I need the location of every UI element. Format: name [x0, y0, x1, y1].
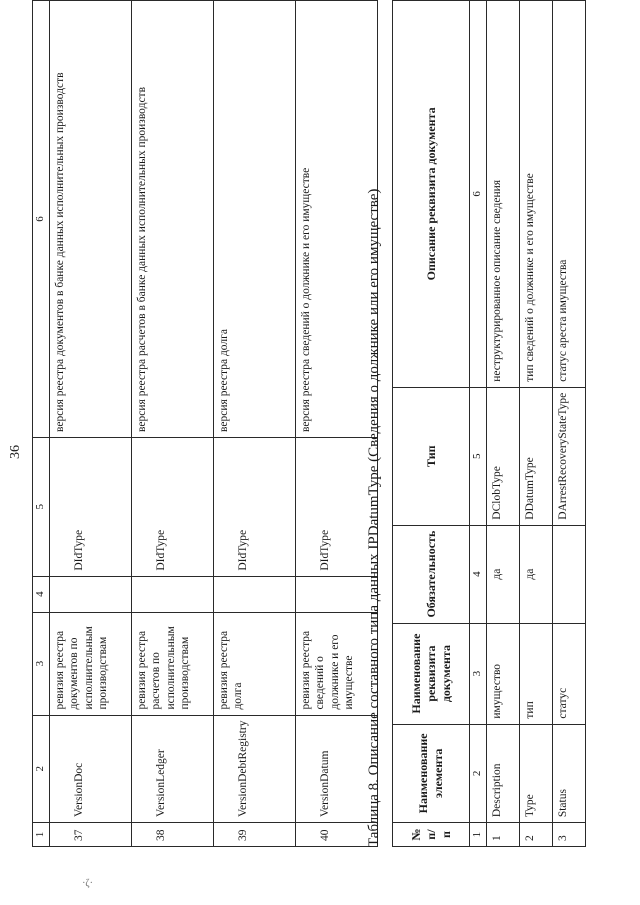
column-number: 3: [33, 612, 50, 715]
element-name: Type: [519, 724, 552, 823]
header-attribute-name: Наименование реквизита документа: [393, 623, 470, 724]
ip-datum-type-table: [392, 0, 586, 847]
attribute-name: ревизия реестра расчетов по исполнительным производствам: [131, 612, 213, 715]
row-number: 38: [131, 823, 213, 847]
header-description: Описание реквизита документа: [393, 1, 470, 388]
column-number: 6: [470, 1, 487, 388]
row-number: 1: [486, 823, 519, 847]
element-name: VersionLedger: [131, 715, 213, 822]
header-type: Тип: [393, 387, 470, 525]
margin-mark: ·ζ·: [82, 878, 93, 890]
column-number: 4: [33, 576, 50, 612]
attribute-description: версия реестра сведений о должнике и его имуществе: [295, 1, 377, 438]
attribute-name: имущество: [486, 623, 519, 724]
column-number: 5: [470, 387, 487, 525]
column-number: 6: [33, 1, 50, 438]
attribute-name: тип: [519, 623, 552, 724]
column-number: 1: [33, 823, 50, 847]
table-row: [486, 1, 519, 847]
table-row: [552, 1, 585, 847]
table2-body: [393, 1, 586, 847]
data-type: DIdType: [131, 437, 213, 576]
column-number-row: [470, 1, 487, 847]
column-number: 4: [470, 525, 487, 623]
table-row: [213, 1, 295, 847]
required-flag: [552, 525, 585, 623]
column-number-row: [33, 1, 50, 847]
attribute-description: статус ареста имущества: [552, 1, 585, 388]
column-number: 5: [33, 437, 50, 576]
required-flag: [213, 576, 295, 612]
column-number: 2: [33, 715, 50, 822]
page-number: 36: [8, 445, 23, 459]
attribute-name: ревизия реестра документов по исполнительным производствам: [49, 612, 131, 715]
data-type: DArrestRecoveryStateType: [552, 387, 585, 525]
element-name: Status: [552, 724, 585, 823]
table-row: [49, 1, 131, 847]
attribute-name: статус: [552, 623, 585, 724]
data-type: DIdType: [213, 437, 295, 576]
header-required: Обязательность: [393, 525, 470, 623]
attribute-description: тип сведений о должнике и его имуществе: [519, 1, 552, 388]
table-row: [295, 1, 377, 847]
row-number: 2: [519, 823, 552, 847]
data-type: DIdType: [49, 437, 131, 576]
attribute-description: версия реестра расчетов в банке данных исполнительных производств: [131, 1, 213, 438]
column-number: 3: [470, 623, 487, 724]
row-number: 39: [213, 823, 295, 847]
data-type: DIdType: [295, 437, 377, 576]
required-flag: да: [519, 525, 552, 623]
registry-versions-table: [32, 0, 378, 847]
header-row: [393, 1, 470, 847]
element-name: VersionDoc: [49, 715, 131, 822]
table-row: [519, 1, 552, 847]
required-flag: [131, 576, 213, 612]
required-flag: да: [486, 525, 519, 623]
attribute-description: версия реестра долга: [213, 1, 295, 438]
attribute-description: неструктурированное описание сведения: [486, 1, 519, 388]
table-caption: Таблица 8. Описание составного типа данных IPDatumType (Сведения о должнике или его имуществе): [366, 188, 382, 847]
table1-body: [33, 1, 378, 847]
column-number: 2: [470, 724, 487, 823]
required-flag: [49, 576, 131, 612]
data-type: DDatumType: [519, 387, 552, 525]
attribute-name: ревизия реестра долга: [213, 612, 295, 715]
required-flag: [295, 576, 377, 612]
attribute-name: ревизия реестра сведений о должнике и его имуществе: [295, 612, 377, 715]
attribute-description: версия реестра документов в банке данных исполнительных производств: [49, 1, 131, 438]
header-element-name: Наименование элемента: [393, 724, 470, 823]
element-name: VersionDebtRegistry: [213, 715, 295, 822]
data-type: DClobType: [486, 387, 519, 525]
table-row: [131, 1, 213, 847]
row-number: 40: [295, 823, 377, 847]
element-name: Description: [486, 724, 519, 823]
column-number: 1: [470, 823, 487, 847]
row-number: 3: [552, 823, 585, 847]
header-number: № п/п: [393, 823, 470, 847]
row-number: 37: [49, 823, 131, 847]
element-name: VersionDatum: [295, 715, 377, 822]
